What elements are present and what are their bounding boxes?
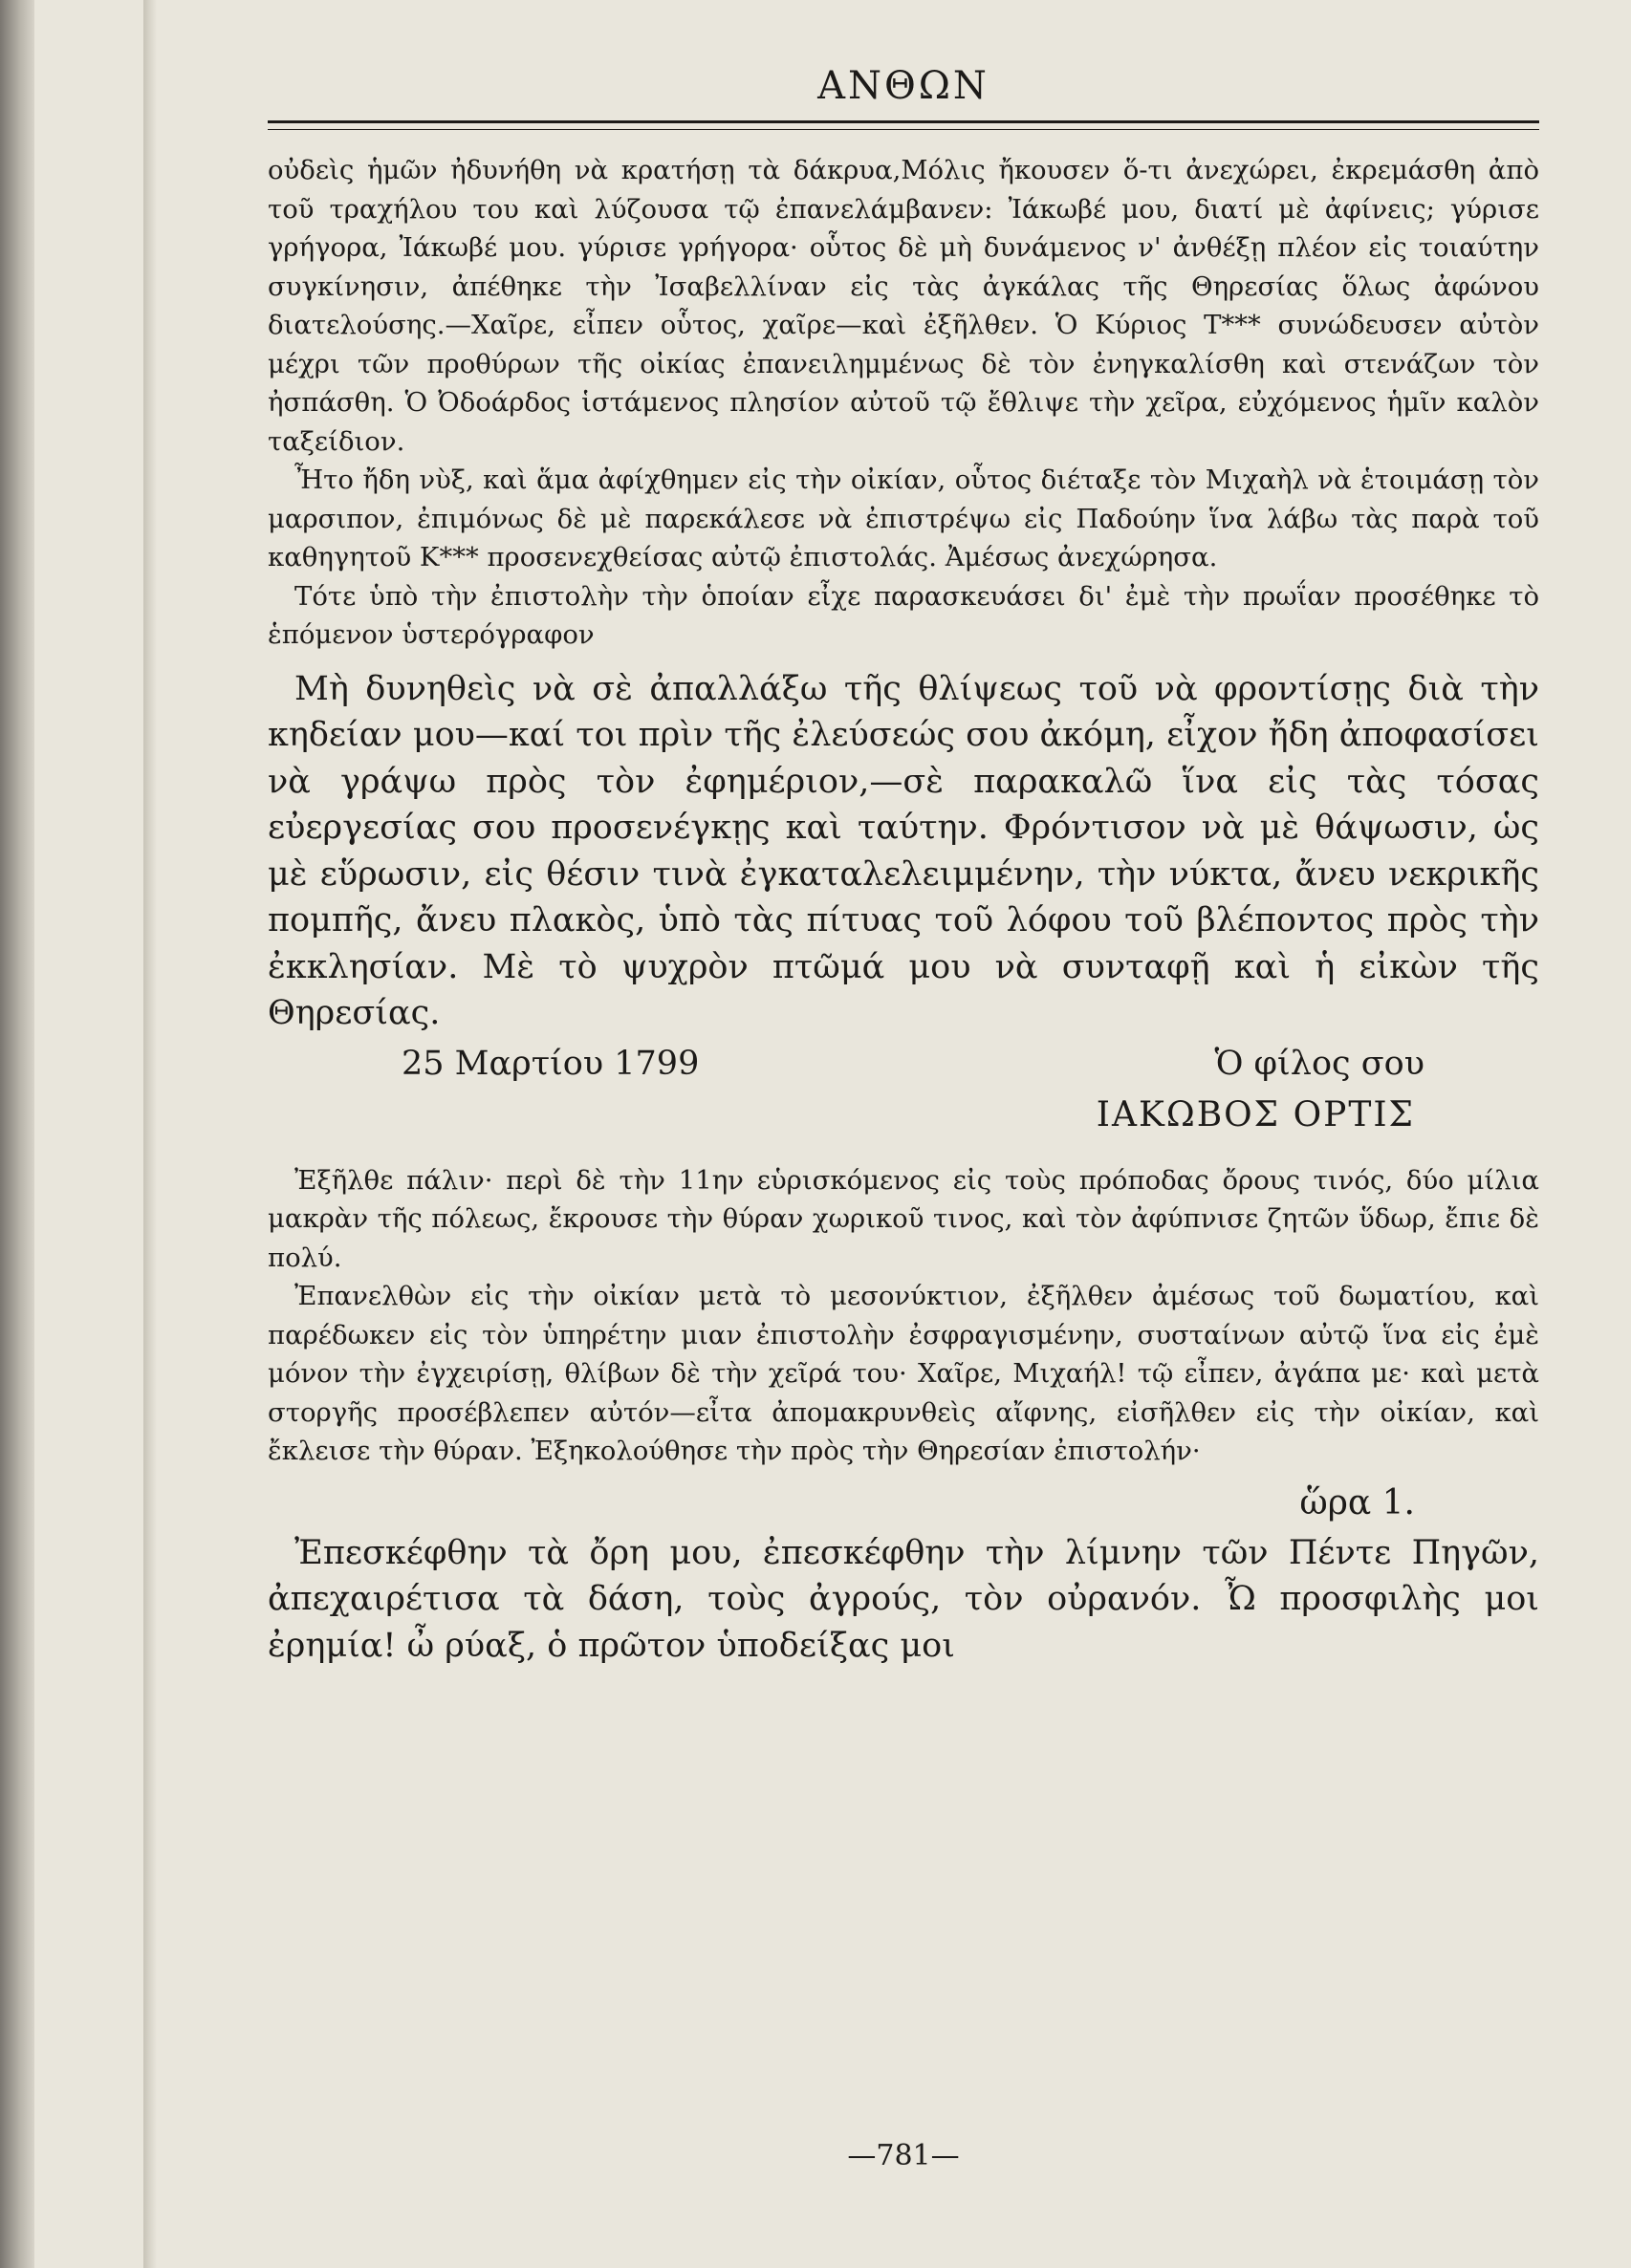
letter-signature-line xyxy=(268,1041,1539,1087)
running-head: ΑΝΘΩΝ xyxy=(817,64,989,108)
letter-date: 25 Μαρτίου 1799 xyxy=(402,1044,700,1083)
spacer xyxy=(268,655,1539,666)
gutter-shadow xyxy=(143,0,157,2268)
paragraph-1: οὐδεὶς ἡμῶν ἠδυνήθη νὰ κρατήσῃ τὰ δάκρυα,Μόλις ἤκουσεν ὅ-τι ἀνεχώρει, ἐκρεμάσθη ἀπὸ τοῦ τραχήλου του καὶ λύζουσα τῷ ἐπανελάμβανεν: Ἰάκωβέ μου, διατί μὲ ἀφίνεις; γύρισε γρήγορα, Ἰάκωβέ μου. γύρισε γρήγορα· οὗτος δὲ μὴ δυνάμενος ν' ἀνθέξῃ πλέον εἰς τοιαύτην συγκίνησιν, ἀπέθηκε τὴν Ἰσαβελλίναν εἰς τὰς ἀγκάλας τῆς Θηρεσίας ὅλως ἀφώνου διατελούσης.—Χαῖρε, εἶπεν οὗτος, χαῖρε—καὶ ἐξῆλθεν. Ὁ Κύριος Τ*** συνώδευσεν αὐτὸν μέχρι τῶν προθύρων τῆς οἰκίας ἐπανειλημμένως δὲ τὸν ἐνηγκαλίσθη καὶ στενάζων τὸν ἠσπάσθη. Ὁ Ὀδοάρδος ἱστάμενος πλησίον αὐτοῦ τῷ ἔθλιψε τὴν χεῖρα, εὐχόμενος ἡμῖν καλὸν ταξείδιον. xyxy=(268,155,1539,457)
hour-heading: ὥρα 1. xyxy=(1299,1482,1415,1523)
letter-salutation: Ὁ φίλος σου xyxy=(1214,1044,1424,1083)
paragraph-4: Ἐξῆλθε πάλιν· περὶ δὲ τὴν 11ην εὑρισκόμενος εἰς τοὺς πρόποδας ὄρους τινός, δύο μίλια μακρὰν τῆς πόλεως, ἔκρουσε τὴν θύραν χωρικοῦ τινος, καὶ τὸν ἀφύπνισε ζητῶν ὕδωρ, ἔπιε δὲ πολύ. xyxy=(268,1164,1539,1273)
header-rule xyxy=(268,120,1539,123)
book-page xyxy=(268,57,1539,2246)
page-number: —781— xyxy=(847,2139,960,2172)
signature-name: ΙΑΚΩΒΟΣ ΟΡΤΙΣ xyxy=(1096,1094,1415,1134)
book-binding-shadow xyxy=(0,0,34,2268)
letter-postscript: Μὴ δυνηθεὶς νὰ σὲ ἀπαλλάξω τῆς θλίψεως τοῦ νὰ φροντίσῃς διὰ τὴν κηδείαν μου—καί τοι πρὶν τῆς ἐλεύσεώς σου ἀκόμη, εἶχον ἤδη ἀποφασίσει νὰ γράψω πρὸς τὸν ἐφημέριον,—σὲ παρακαλῶ ἵνα εἰς τὰς τόσας εὐεργεσίας σου προσενέγκῃς καὶ ταύτην. Φρόντισον νὰ μὲ θάψωσιν, ὡς μὲ εὕρωσιν, εἰς θέσιν τινὰ ἐγκαταλελειμμένην, τὴν νύκτα, ἄνευ νεκρικῆς πομπῆς, ἄνευ πλακὸς, ὑπὸ τὰς πίτυας τοῦ λόφου τοῦ βλέποντος πρὸς τὴν ἐκκλησίαν. Μὲ τὸ ψυχρὸν πτῶμά μου νὰ συνταφῇ καὶ ἡ εἰκὼν τῆς Θηρεσίας. xyxy=(268,669,1539,1032)
final-paragraph: Ἐπεσκέφθην τὰ ὄρη μου, ἐπεσκέφθην τὴν λίμνην τῶν Πέντε Πηγῶν, ἀπεχαιρέτισα τὰ δάση, τοὺς ἀγρούς, τὸν οὐρανόν. Ὦ προσφιλὴς μοι ἐρημία! ὦ ρύαξ, ὁ πρῶτον ὑποδείξας μοι xyxy=(268,1533,1539,1665)
paragraph-2: Ἦτο ἤδη νὺξ, καὶ ἅμα ἀφίχθημεν εἰς τὴν οἰκίαν, οὗτος διέταξε τὸν Μιχαὴλ νὰ ἑτοιμάσῃ τὸν μαρσιπον, ἐπιμόνως δὲ μὲ παρεκάλεσε νὰ ἐπιστρέψω εἰς Παδούην ἵνα λάβω τὰς παρὰ τοῦ καθηγητοῦ Κ*** προσενεχθείσας αὐτῷ ἐπιστολάς. Ἀμέσως ἀνεχώρησα. xyxy=(268,464,1539,572)
paragraph-3: Τότε ὑπὸ τὴν ἐπιστολὴν τὴν ὁποίαν εἶχε παρασκευάσει δι' ἐμὲ τὴν πρωΐαν προσέθηκε τὸ ἑπόμενον ὑστερόγραφον xyxy=(268,580,1539,650)
header-rule-thin xyxy=(268,129,1539,130)
paragraph-5: Ἐπανελθὼν εἰς τὴν οἰκίαν μετὰ τὸ μεσονύκτιον, ἐξῆλθεν ἀμέσως τοῦ δωματίου, καὶ παρέδωκεν εἰς τὸν ὑπηρέτην μιαν ἐπιστολὴν ἐσφραγισμένην, συσταίνων αὐτῷ ἵνα εἰς ἐμὲ μόνον τὴν ἐγχειρίσῃ, θλίβων δὲ τὴν χεῖρά του· Χαῖρε, Μιχαήλ! τῷ εἶπεν, ἀγάπα με· καὶ μετὰ στοργῆς προσέβλεπεν αὐτόν—εἶτα ἀπομακρυνθεὶς αἴφνης, εἰσῆλθεν εἰς τὴν οἰκίαν, καὶ ἔκλεισε τὴν θύραν. Ἐξηκολούθησε τὴν πρὸς τὴν Θηρεσίαν ἐπιστολήν· xyxy=(268,1281,1539,1466)
